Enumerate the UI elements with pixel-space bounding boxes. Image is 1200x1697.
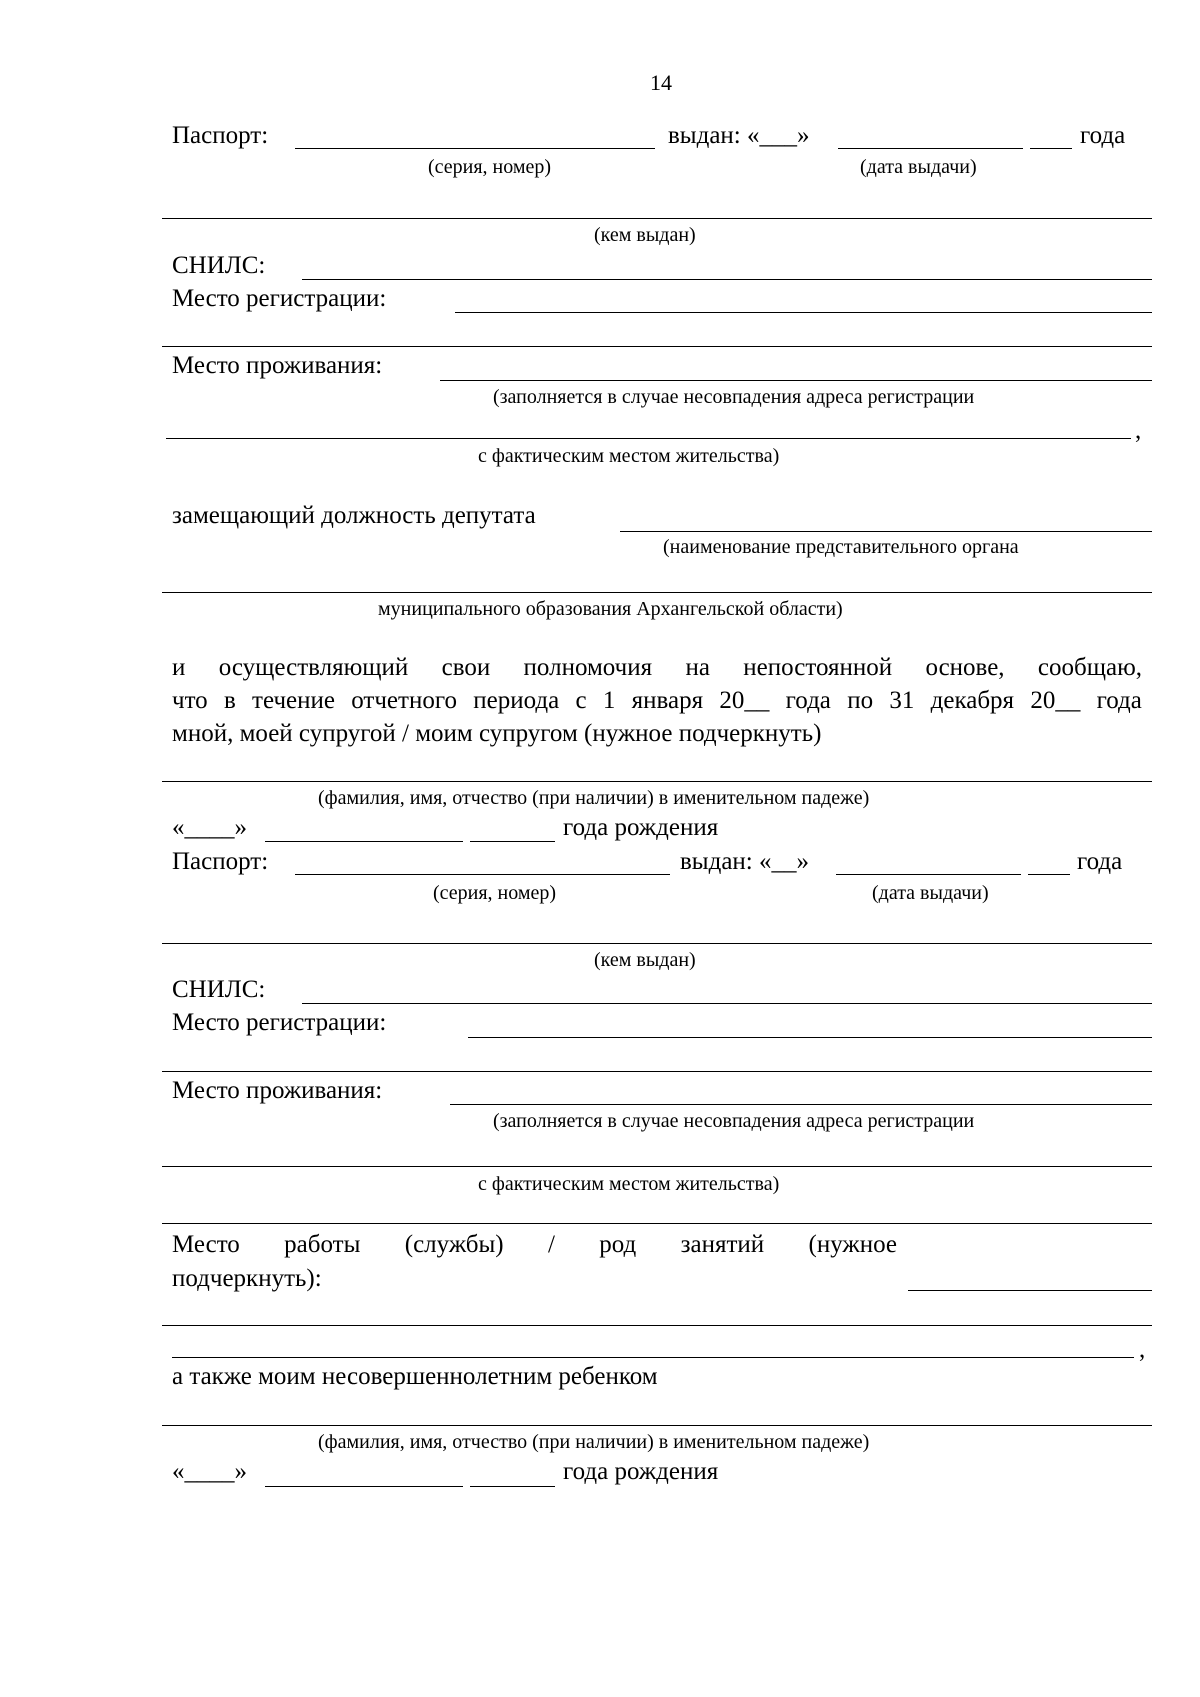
passport-series-caption: (серия, номер)	[428, 156, 552, 178]
deputy-label: замещающий должность депутата	[172, 502, 536, 529]
spouse-snils-blank[interactable]	[302, 1003, 1152, 1004]
spouse-name-caption: (фамилия, имя, отчество (при наличии) в именительном падеже)	[318, 787, 870, 809]
work-blank-2[interactable]	[162, 1325, 1152, 1326]
child-name-blank[interactable]	[162, 1425, 1152, 1426]
spouse-passport-label: Паспорт:	[172, 848, 269, 875]
residence-label: Место проживания:	[172, 352, 383, 379]
passport-date-blank[interactable]	[838, 148, 1023, 149]
statement-line-3: мной, моей супругой / моим супругом (нужное подчеркнуть)	[172, 720, 822, 747]
passport-issuer-blank[interactable]	[162, 218, 1152, 219]
spouse-passport-issuer-caption: (кем выдан)	[594, 949, 696, 971]
spouse-residence-blank[interactable]	[450, 1104, 1152, 1105]
spouse-birth-year-blank[interactable]	[470, 841, 555, 842]
child-birth-label: года рождения	[563, 1458, 719, 1485]
spouse-passport-series-blank[interactable]	[295, 874, 670, 875]
registration-blank-2[interactable]	[162, 346, 1152, 347]
child-label: а также моим несовершеннолетним ребенком	[172, 1363, 658, 1390]
work-line-1: Место работы (службы) / род занятий (нужное	[172, 1231, 897, 1258]
spouse-registration-blank[interactable]	[468, 1037, 1152, 1038]
registration-label: Место регистрации:	[172, 285, 387, 312]
spouse-name-blank[interactable]	[162, 781, 1152, 782]
snils-blank[interactable]	[302, 279, 1152, 280]
snils-label: СНИЛС:	[172, 252, 266, 279]
passport-issued-label: выдан: «___»	[668, 122, 810, 149]
deputy-caption-2: муниципального образования Архангельской области)	[378, 598, 843, 620]
passport-year-blank[interactable]	[1030, 148, 1072, 149]
spouse-residence-blank-2[interactable]	[162, 1166, 1152, 1167]
residence-blank[interactable]	[440, 380, 1152, 381]
spouse-passport-series-caption: (серия, номер)	[433, 882, 557, 904]
deputy-caption-1: (наименование представительного органа	[663, 536, 1019, 558]
spouse-residence-blank-3[interactable]	[162, 1223, 1152, 1224]
registration-blank[interactable]	[455, 312, 1152, 313]
spouse-passport-issued-label: выдан: «__»	[680, 848, 809, 875]
child-birth-month-blank[interactable]	[265, 1486, 463, 1487]
spouse-birth-day: «____»	[172, 814, 247, 841]
child-birth-day: «____»	[172, 1458, 247, 1485]
spouse-passport-year-label: года	[1077, 848, 1123, 875]
passport-year-label: года	[1080, 122, 1126, 149]
residence-comma: ,	[1135, 417, 1142, 444]
passport-issuer-caption: (кем выдан)	[594, 224, 696, 246]
statement-line-1: и осуществляющий свои полномочия на непостоянной основе, сообщаю,	[172, 654, 1142, 681]
spouse-registration-blank-2[interactable]	[162, 1071, 1152, 1072]
spouse-birth-month-blank[interactable]	[265, 841, 463, 842]
passport-series-blank[interactable]	[295, 148, 655, 149]
spouse-snils-label: СНИЛС:	[172, 976, 266, 1003]
child-birth-year-blank[interactable]	[470, 1486, 555, 1487]
spouse-residence-caption-1: (заполняется в случае несовпадения адреса регистрации	[493, 1110, 975, 1132]
spouse-registration-label: Место регистрации:	[172, 1009, 387, 1036]
spouse-birth-label: года рождения	[563, 814, 719, 841]
work-blank[interactable]	[908, 1290, 1152, 1291]
residence-blank-2[interactable]	[166, 438, 1131, 439]
work-line-2: подчеркнуть):	[172, 1265, 322, 1292]
deputy-organ-blank[interactable]	[620, 531, 1152, 532]
passport-label: Паспорт:	[172, 122, 269, 149]
page-number: 14	[650, 70, 672, 95]
deputy-organ-blank-2[interactable]	[162, 592, 1152, 593]
spouse-residence-label: Место проживания:	[172, 1077, 383, 1104]
spouse-passport-year-blank[interactable]	[1028, 874, 1070, 875]
passport-date-caption: (дата выдачи)	[860, 156, 977, 178]
residence-caption-1: (заполняется в случае несовпадения адреса регистрации	[493, 386, 975, 408]
work-blank-3[interactable]	[172, 1357, 1134, 1358]
residence-caption-2: с фактическим местом жительства)	[478, 445, 780, 467]
spouse-passport-issuer-blank[interactable]	[162, 943, 1152, 944]
child-name-caption: (фамилия, имя, отчество (при наличии) в именительном падеже)	[318, 1431, 870, 1453]
spouse-passport-date-blank[interactable]	[836, 874, 1021, 875]
work-comma: ,	[1139, 1336, 1146, 1363]
statement-line-2: что в течение отчетного периода с 1 января 20__ года по 31 декабря 20__ года	[172, 687, 1142, 714]
spouse-residence-caption-2: с фактическим местом жительства)	[478, 1173, 780, 1195]
spouse-passport-date-caption: (дата выдачи)	[872, 882, 989, 904]
